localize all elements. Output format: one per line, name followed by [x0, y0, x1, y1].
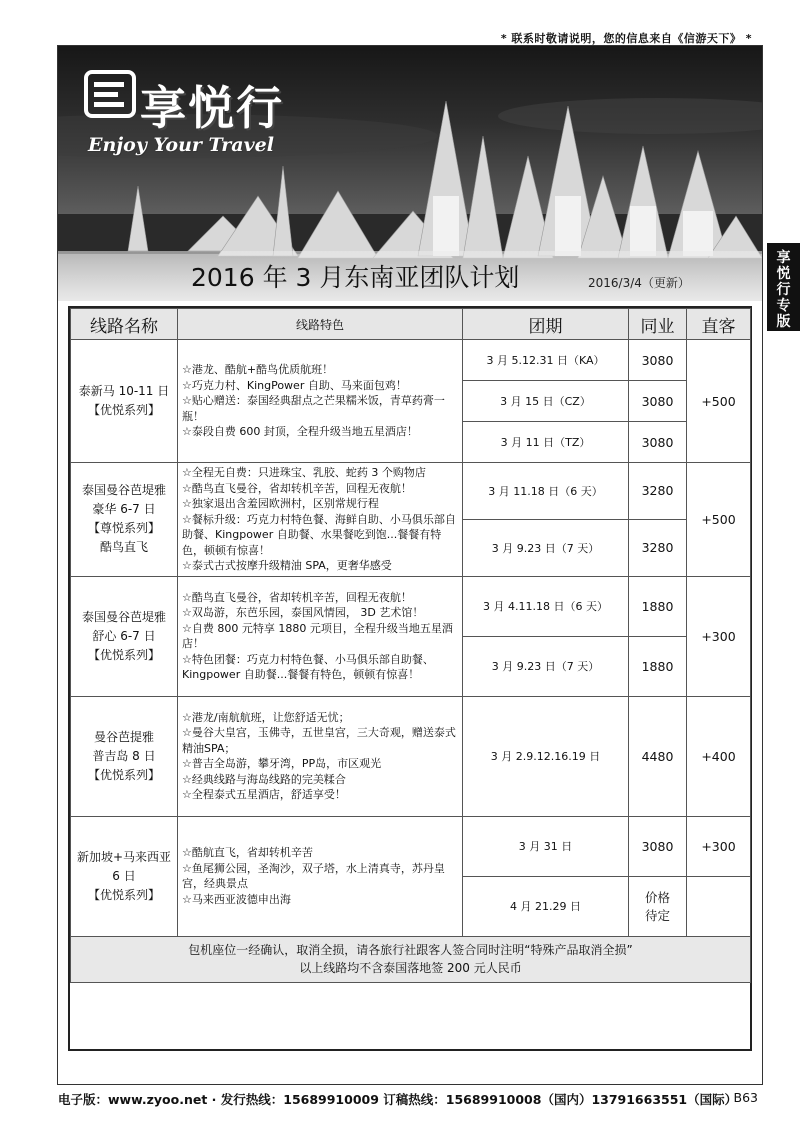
footer-note-line: 以上线路均不含泰国落地签 200 元人民币 — [299, 961, 522, 975]
route-name-cell — [71, 576, 178, 696]
feature-item: ☆鱼尾狮公园，圣淘沙，双子塔，水上清真寺，苏丹皇宫，经典景点 — [182, 861, 445, 890]
peer-price-cell — [629, 422, 687, 463]
tour-plan-table — [68, 306, 752, 1051]
departure-date-cell: 4 月 21.29 日 — [463, 876, 629, 936]
header-peer-price: 同业 — [629, 309, 687, 340]
table-row — [71, 340, 751, 381]
feature-item: ☆经典线路与海岛线路的完美糅合 — [182, 772, 346, 786]
route-name-line: 泰新马 10-11 日 — [78, 384, 170, 398]
peer-price-text: 价格 — [644, 890, 670, 905]
route-name-line: 舒心 6-7 日 — [92, 628, 156, 643]
route-name-line: 【优悦系列】 — [87, 767, 160, 782]
feature-item: ☆餐标升级：巧克力村特色餐、海鲜自助、小马俱乐部自助餐、Kingpower 自助餐、水果餐吃到饱...餐餐有特色，顿顿有惊喜！ — [182, 512, 456, 557]
feature-item: ☆泰段自费 600 封顶，全程升级当地五星酒店！ — [182, 425, 418, 439]
peer-price-text: 3080 — [641, 434, 674, 450]
peer-price-text: 1880 — [641, 598, 674, 614]
direct-price-cell: +500 — [687, 340, 751, 463]
peer-price-cell — [629, 576, 687, 636]
logo-mark-icon — [84, 68, 136, 120]
feature-item: ☆酷航直飞，省却转机辛苦 — [182, 846, 313, 859]
page-footer — [58, 1090, 758, 1108]
feature-item: ☆普吉全岛游，攀牙湾，PP岛，市区观光 — [182, 757, 382, 770]
departure-date-cell: 3 月 31 日 — [463, 816, 629, 876]
feature-item: ☆酷鸟直飞曼谷，省却转机辛苦，回程无夜航！ — [182, 590, 412, 604]
feature-item: ☆巧克力村、KingPower 自助、马来面包鸡！ — [182, 378, 407, 392]
header-dates: 团期 — [463, 309, 629, 340]
peer-price-cell — [629, 340, 687, 381]
route-name-cell — [71, 340, 178, 463]
departure-date-cell: 3 月 11 日（TZ） — [463, 422, 629, 463]
direct-price-cell — [687, 876, 751, 936]
peer-price-cell — [629, 876, 687, 936]
header-features: 线路特色 — [178, 309, 463, 340]
departure-date-cell: 3 月 9.23 日（7 天） — [463, 636, 629, 696]
direct-price-cell: +300 — [687, 576, 751, 696]
route-name-line: 豪华 6-7 日 — [92, 502, 156, 517]
table-footer-row — [71, 936, 751, 982]
peer-price-text: 3280 — [641, 540, 674, 556]
header-route: 线路名称 — [71, 309, 178, 340]
peer-price-text: 3080 — [641, 838, 674, 854]
route-features-cell — [178, 696, 463, 816]
feature-item: ☆双岛游，东芭乐园，泰国风情园， 3D 艺术馆！ — [182, 606, 424, 619]
peer-price-cell — [629, 696, 687, 816]
table-row — [71, 576, 751, 636]
route-name-line: 【优悦系列】 — [87, 887, 160, 902]
table-header-row — [71, 309, 751, 340]
departure-date-cell: 3 月 4.11.18 日（6 天） — [463, 576, 629, 636]
route-name-line: 酷鸟直飞 — [99, 540, 148, 555]
footer-contact: 电子版：www.zyoo.net · 发行热线：15689910009 订稿热线：15689910008（国内）13791663551（国际） — [58, 1092, 738, 1107]
feature-item: ☆曼谷大皇宫，玉佛寺，五世皇宫，三大奇观，赠送泰式精油SPA； — [182, 726, 456, 755]
departure-date-cell: 3 月 11.18 日（6 天） — [463, 463, 629, 520]
feature-item: ☆泰式古式按摩升级精油 SPA，更奢华感受 — [182, 559, 392, 572]
route-name-cell — [71, 696, 178, 816]
peer-price-cell — [629, 816, 687, 876]
brand-name: 享悦行 — [140, 81, 284, 135]
source-note: * 联系时敬请说明，您的信息来自《信游天下》 * — [500, 32, 752, 45]
feature-item: ☆自费 800 元特享 1880 元项目，全程升级当地五星酒店！ — [182, 621, 453, 650]
route-name-line: 泰国曼谷芭堤雅 — [81, 483, 166, 498]
side-tab-char: 版 — [776, 314, 791, 330]
peer-price-text: 4480 — [641, 748, 674, 764]
route-name-line: 【尊悦系列】 — [87, 521, 160, 536]
table-row — [71, 696, 751, 816]
table-row — [71, 816, 751, 876]
page-frame — [57, 45, 763, 1085]
side-tab-char: 悦 — [776, 266, 791, 282]
route-name-line: 【优悦系列】 — [87, 647, 160, 662]
table-row — [71, 463, 751, 520]
departure-date-cell: 3 月 9.23 日（7 天） — [463, 519, 629, 576]
peer-price-text: 3080 — [641, 393, 674, 409]
direct-price-cell: +400 — [687, 696, 751, 816]
route-features-cell — [178, 463, 463, 577]
peer-price-text: 1880 — [641, 658, 674, 674]
side-tab — [767, 243, 800, 331]
departure-date-cell: 3 月 5.12.31 日（KA） — [463, 340, 629, 381]
route-name-line: 【优悦系列】 — [87, 403, 160, 417]
peer-price-text: 3080 — [641, 352, 674, 368]
feature-item: ☆港龙、酷航+酷鸟优质航班！ — [182, 363, 334, 377]
route-name-line: 新加坡+马来西亚 — [76, 849, 172, 864]
page-number: B63 — [733, 1090, 758, 1105]
direct-price-cell: +500 — [687, 463, 751, 577]
route-name-line: 普吉岛 8 日 — [92, 748, 156, 763]
side-tab-char: 行 — [776, 282, 791, 298]
feature-item: ☆港龙/南航航班，让您舒适无忧； — [182, 710, 350, 724]
peer-price-cell — [629, 519, 687, 576]
route-name-line: 泰国曼谷芭堤雅 — [81, 609, 166, 624]
peer-price-cell — [629, 463, 687, 520]
route-name-cell — [71, 816, 178, 936]
feature-item: ☆全程无自费：只进珠宝、乳胶、蛇药 3 个购物店 — [182, 466, 426, 479]
route-name-line: 6 日 — [112, 868, 136, 883]
route-features-cell — [178, 816, 463, 936]
peer-price-cell — [629, 636, 687, 696]
peer-price-text: 3280 — [641, 483, 674, 499]
feature-item: ☆全程泰式五星酒店，舒适享受！ — [182, 788, 346, 801]
brand-logo — [84, 68, 324, 178]
side-tab-char: 专 — [776, 298, 791, 314]
departure-date-cell: 3 月 2.9.12.16.19 日 — [463, 696, 629, 816]
page-title: 2016 年 3 月东南亚团队计划 — [191, 263, 520, 292]
feature-item: ☆马来西亚波德申出海 — [182, 892, 291, 906]
footer-note-line: 包机座位一经确认，取消全损，请各旅行社跟客人签合同时注明“特殊产品取消全损” — [188, 943, 633, 957]
update-date: 2016/3/4（更新） — [588, 276, 690, 290]
departure-date-cell: 3 月 15 日（CZ） — [463, 381, 629, 422]
brand-slogan: Enjoy Your Travel — [88, 134, 274, 156]
route-features-cell — [178, 576, 463, 696]
feature-item: ☆酷鸟直飞曼谷，省却转机辛苦，回程无夜航！ — [182, 481, 412, 495]
header-direct-price: 直客 — [687, 309, 751, 340]
feature-item: ☆特色团餐：巧克力村特色餐、小马俱乐部自助餐、Kingpower 自助餐...餐餐有特色，顿顿有惊喜！ — [182, 652, 434, 681]
feature-item: ☆独家退出含羞园欧洲村，区别常规行程 — [182, 497, 379, 510]
peer-price-cell — [629, 381, 687, 422]
table-footer-notes — [71, 936, 751, 982]
route-name-line: 曼谷芭提雅 — [93, 729, 154, 744]
direct-price-cell: +300 — [687, 816, 751, 876]
side-tab-char: 享 — [776, 250, 791, 266]
peer-price-text: 待定 — [644, 908, 670, 923]
feature-item: ☆贴心赠送：泰国经典甜点之芒果糯米饭，青草药膏一瓶！ — [182, 394, 445, 423]
route-features-cell — [178, 340, 463, 463]
route-name-cell — [71, 463, 178, 577]
